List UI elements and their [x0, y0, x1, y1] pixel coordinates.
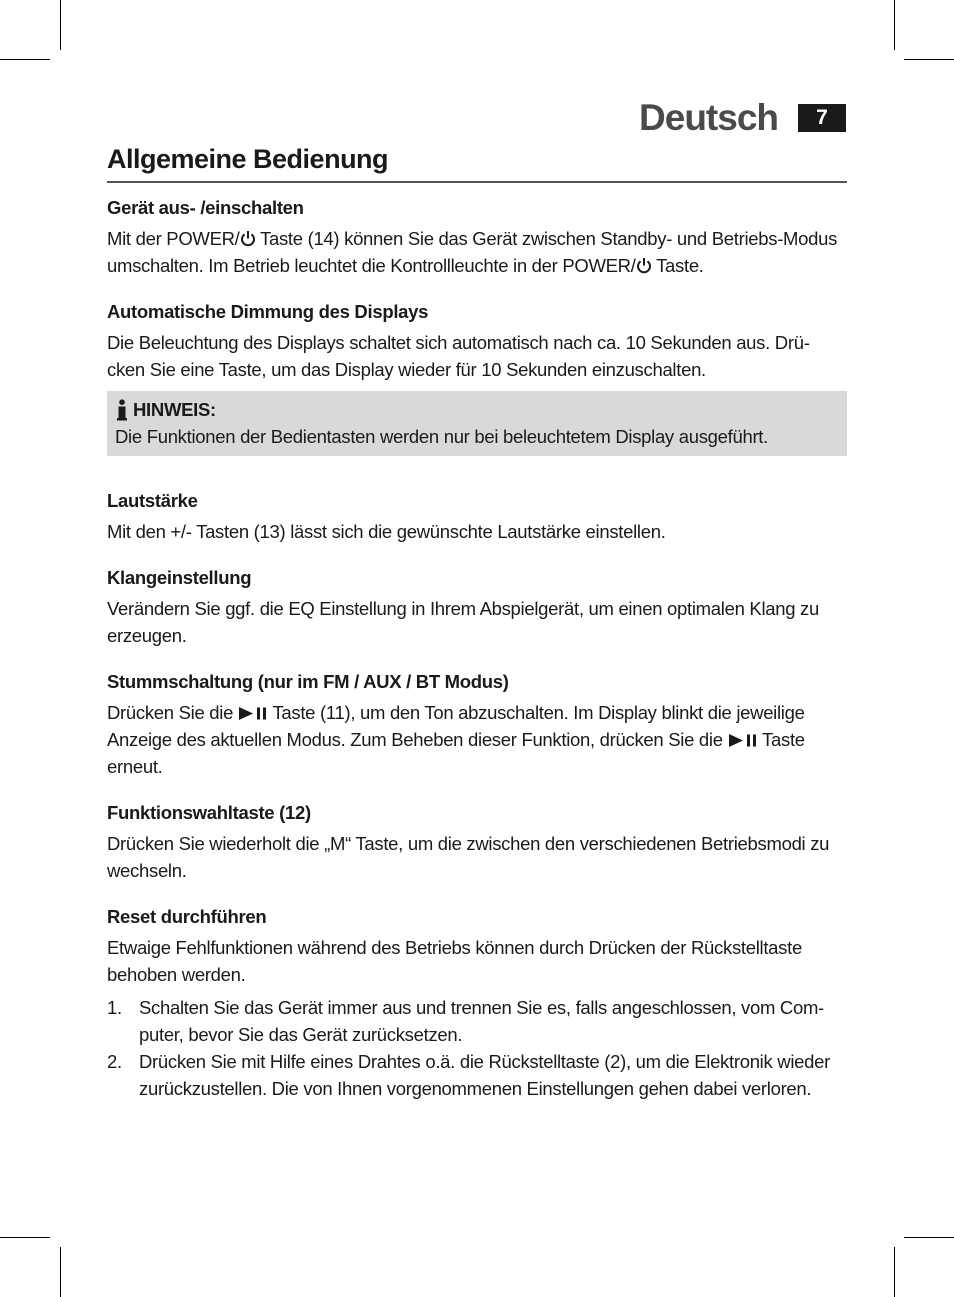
section-reset: [107, 906, 847, 1102]
page-header: [639, 96, 846, 140]
list-item: [107, 1048, 847, 1102]
section-title: Klangeinstellung: [107, 567, 252, 588]
section-mute: [107, 671, 847, 780]
list-text: Drücken Sie mit Hilfe eines Drahtes o.ä. die Rückstelltaste (2), um die Elektronik wieder zurückzustellen. Die von Ihnen vorgenommenen Einstellungen gehen dabei verloren.: [139, 1051, 830, 1099]
power-icon: [240, 230, 256, 247]
section-mode: [107, 802, 847, 884]
crop-mark: [60, 0, 61, 50]
reset-steps: [107, 994, 847, 1102]
note-box: [107, 391, 847, 456]
section-dimming: [107, 301, 847, 456]
section-text: Etwaige Fehlfunktionen während des Betriebs können durch Drücken der Rückstelltaste behoben werden.: [107, 937, 802, 985]
page-number: 7: [798, 104, 846, 132]
crop-mark: [894, 0, 895, 50]
section-power: [107, 197, 847, 279]
note-label: HINWEIS:: [133, 399, 216, 420]
list-number: 2.: [107, 1051, 122, 1072]
language-label: Deutsch: [639, 97, 778, 138]
crop-mark: [60, 1247, 61, 1297]
list-number: 1.: [107, 997, 122, 1018]
section-title: Funktionswahltaste (12): [107, 802, 311, 823]
section-title: Lautstärke: [107, 490, 198, 511]
text-fragment: Taste erneut.: [107, 729, 805, 777]
section-text: Verändern Sie ggf. die EQ Einstellung in Ihrem Abspielgerät, um einen optimalen Klang zu erzeugen.: [107, 598, 819, 646]
note-text: Die Funktionen der Bedientasten werden nur bei beleuchtetem Display ausgeführt.: [115, 426, 768, 447]
section-text: [107, 699, 847, 780]
page-content: [107, 144, 847, 1102]
section-text: [107, 225, 847, 279]
list-text: Schalten Sie das Gerät immer aus und trennen Sie es, falls angeschlossen, vom Com-puter, bevor Sie das Gerät zurücksetzen.: [139, 997, 824, 1045]
crop-mark: [904, 59, 954, 60]
list-item: [107, 994, 847, 1048]
note-header: [115, 397, 839, 423]
text-fragment: Taste (11), um den Ton abzuschalten. Im Display blinkt die jeweilige Anzeige des aktuellen Modus. Zum Beheben dieser Funktion, drücken Sie die: [107, 702, 805, 750]
text-fragment: Taste.: [651, 255, 704, 276]
section-volume: [107, 490, 847, 545]
page-title: Allgemeine Bedienung: [107, 144, 847, 183]
info-icon: [115, 399, 129, 421]
section-text: Mit den +/- Tasten (13) lässt sich die gewünschte Lautstärke einstellen.: [107, 521, 666, 542]
crop-mark: [904, 1237, 954, 1238]
power-icon: [636, 257, 652, 274]
section-title: Reset durchführen: [107, 906, 267, 927]
crop-mark: [0, 59, 50, 60]
text-fragment: Drücken Sie die: [107, 702, 238, 723]
play-pause-icon: [728, 733, 758, 748]
play-pause-icon: [238, 706, 268, 721]
section-sound: [107, 567, 847, 649]
section-text: Drücken Sie wiederholt die „M“ Taste, um die zwischen den verschiedenen Betriebsmodi zu wechseln.: [107, 833, 830, 881]
section-title: Stummschaltung (nur im FM / AUX / BT Modus): [107, 671, 509, 692]
crop-mark: [0, 1237, 50, 1238]
section-title: Gerät aus- /einschalten: [107, 197, 304, 218]
section-title: Automatische Dimmung des Displays: [107, 301, 429, 322]
crop-mark: [894, 1247, 895, 1297]
text-fragment: Taste (14) können Sie das Gerät zwischen Standby- und Betriebs-Modus umschalten. Im Betrieb leuchtet die Kontrollleuchte in der POWER/: [107, 228, 838, 276]
text-fragment: Mit der POWER/: [107, 228, 240, 249]
section-text: Die Beleuchtung des Displays schaltet sich automatisch nach ca. 10 Sekunden aus. Drü-cken Sie eine Taste, um das Display wieder für 10 Sekunden einzuschalten.: [107, 332, 810, 380]
